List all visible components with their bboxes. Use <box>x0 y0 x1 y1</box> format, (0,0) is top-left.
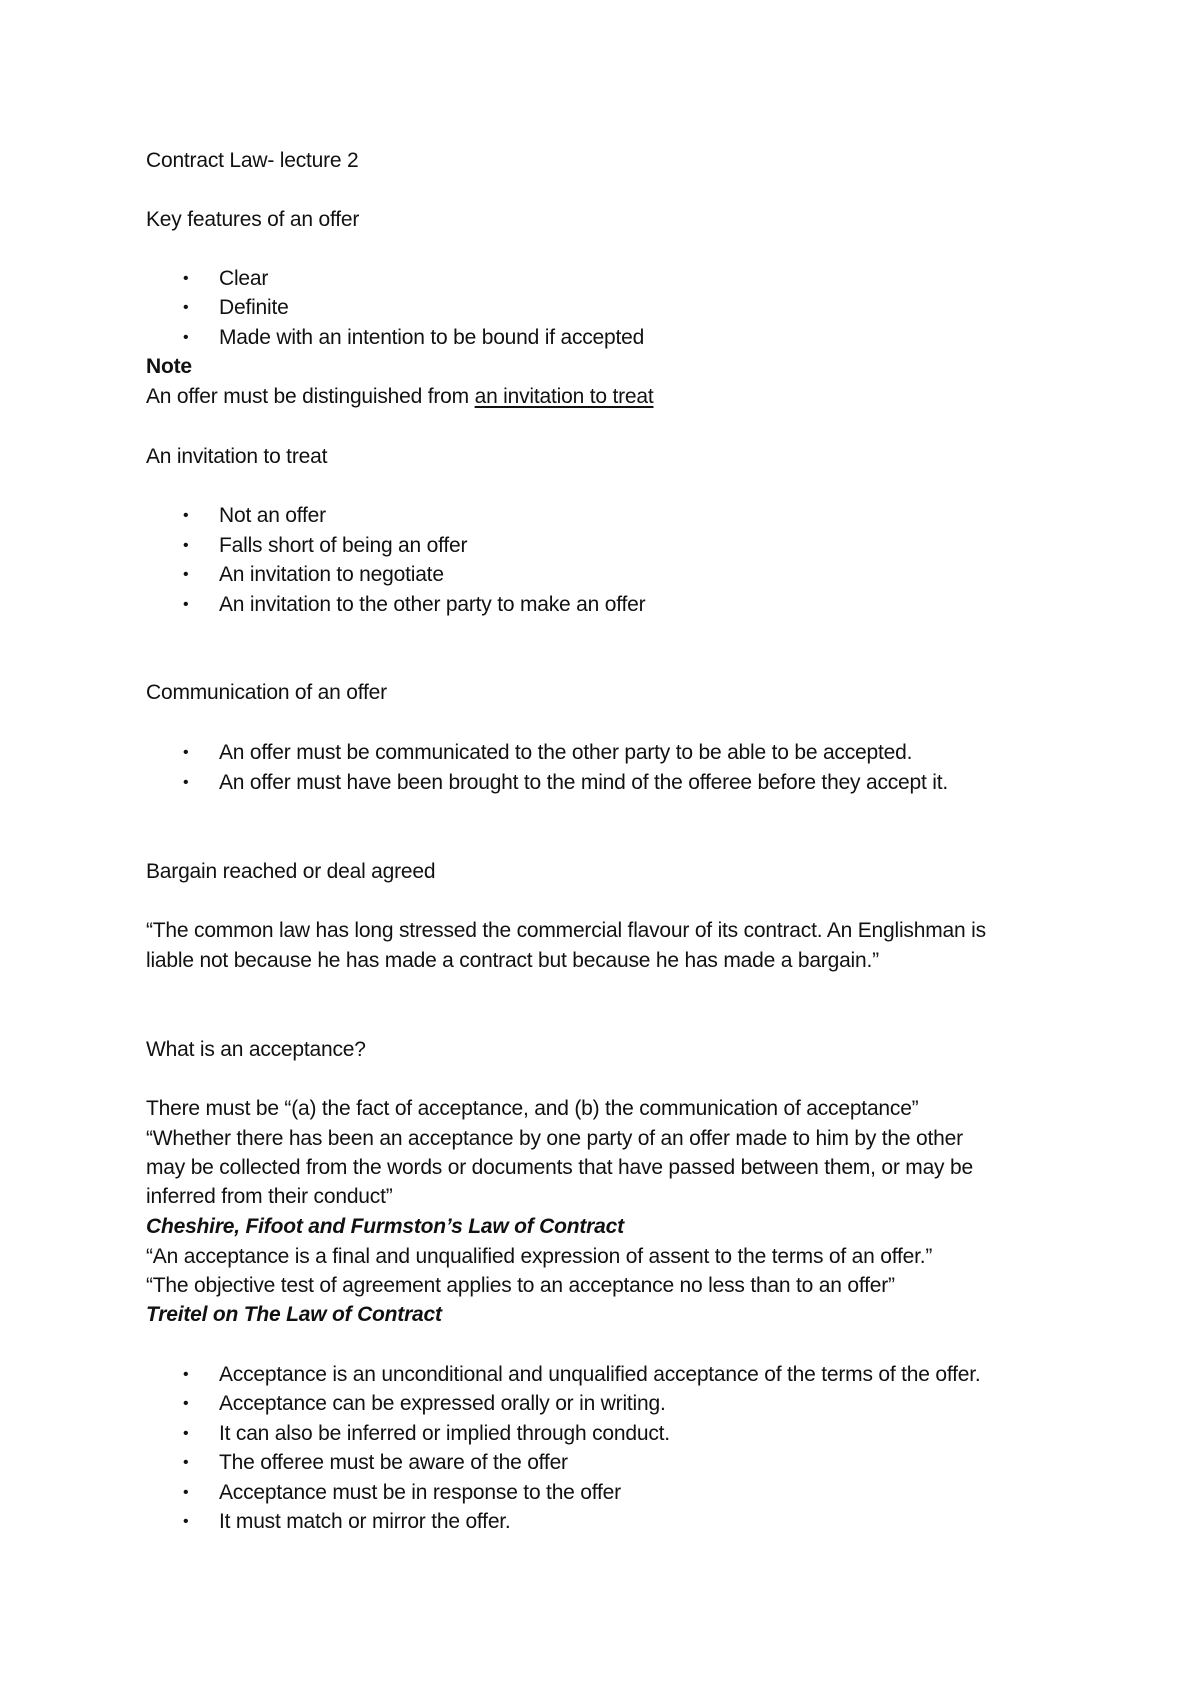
bullet-icon: • <box>183 1484 189 1501</box>
bullet-icon: • <box>183 537 189 554</box>
key-features-heading: Key features of an offer <box>146 208 360 231</box>
bullet-icon: • <box>183 566 189 583</box>
underlined-term: an invitation to treat <box>474 385 654 408</box>
acceptance-text-line: “The objective test of agreement applies to an acceptance no less than to an offer” <box>146 1274 895 1297</box>
acceptance-text-line: may be collected from the words or documents that have passed between them, or may be <box>146 1156 973 1179</box>
communication-heading: Communication of an offer <box>146 681 387 704</box>
bullet-icon: • <box>183 744 189 761</box>
note-text: An offer must be distinguished from an invitation to treat <box>146 385 654 408</box>
bullet-icon: • <box>183 1513 189 1530</box>
bargain-heading: Bargain reached or deal agreed <box>146 860 436 883</box>
acceptance-text-line: inferred from their conduct” <box>146 1185 393 1208</box>
invitation-heading: An invitation to treat <box>146 445 328 468</box>
acceptance-heading: What is an acceptance? <box>146 1038 366 1061</box>
bullet-icon: • <box>183 1454 189 1471</box>
bullet-icon: • <box>183 1366 189 1383</box>
bullet-icon: • <box>183 507 189 524</box>
bargain-quote-line: liable not because he has made a contract but because he has made a bargain.” <box>146 949 879 972</box>
bullet-icon: • <box>183 1395 189 1412</box>
source-citation: Cheshire, Fifoot and Furmston’s Law of Contract <box>146 1215 624 1238</box>
bullet-icon: • <box>183 1425 189 1442</box>
bullet-icon: • <box>183 299 189 316</box>
bullet-icon: • <box>183 774 189 791</box>
bullet-icon: • <box>183 329 189 346</box>
bullet-icon: • <box>183 270 189 287</box>
bullet-icon: • <box>183 596 189 613</box>
acceptance-text-line: “Whether there has been an acceptance by one party of an offer made to him by the other <box>146 1127 963 1150</box>
document-title: Contract Law- lecture 2 <box>146 149 359 172</box>
bargain-quote-line: “The common law has long stressed the commercial flavour of its contract. An Englishman is <box>146 919 986 942</box>
acceptance-text-line: “An acceptance is a final and unqualified expression of assent to the terms of an offer.” <box>146 1245 933 1268</box>
document-page: Contract Law- lecture 2 Key features of an offer • Clear • Definite • Made with an intention to be bound if accepted Note An offer must be distinguished from an invitation to treat An invitation to treat • Not an offer • Falls short of being an offer • An invitation to negotiate • An invitation to the other party to make an offer Communication of an offer • An offer must be communicated to the other party to be able to be accepted. • An offer must have been brought to the mind of the offeree before they accept it. Bargain reached or deal agreed “The common law has long stressed the commercial flavour of its contract. An Englishman is liable not because he has made a contract but because he has made a bargain.” What is an acceptance? There must be “(a) the fact of acceptance, and (b) the communication of acceptance” “Whether there has been an acceptance by one party of an offer made to him by the other may be collected from the words or documents that have passed between them, or may be inferred from their conduct” Cheshire, Fifoot and Furmston’s Law of Contract “An acceptance is a final and unqualified expression of assent to the terms of an offer.” “The objective test of agreement applies to an acceptance no less than to an offer” Treitel on The Law of Contract • Acceptance is an unconditional and unqualified acceptance of the terms of the offer. • Acceptance can be expressed orally or in writing. • It can also be inferred or implied through conduct. • The offeree must be aware of the offer • Acceptance must be in response to the offer • It must match or mirror the offer. <box>146 149 986 1533</box>
note-label: Note <box>146 355 192 378</box>
acceptance-text-line: There must be “(a) the fact of acceptance, and (b) the communication of acceptance” <box>146 1097 919 1120</box>
source-citation: Treitel on The Law of Contract <box>146 1303 442 1326</box>
